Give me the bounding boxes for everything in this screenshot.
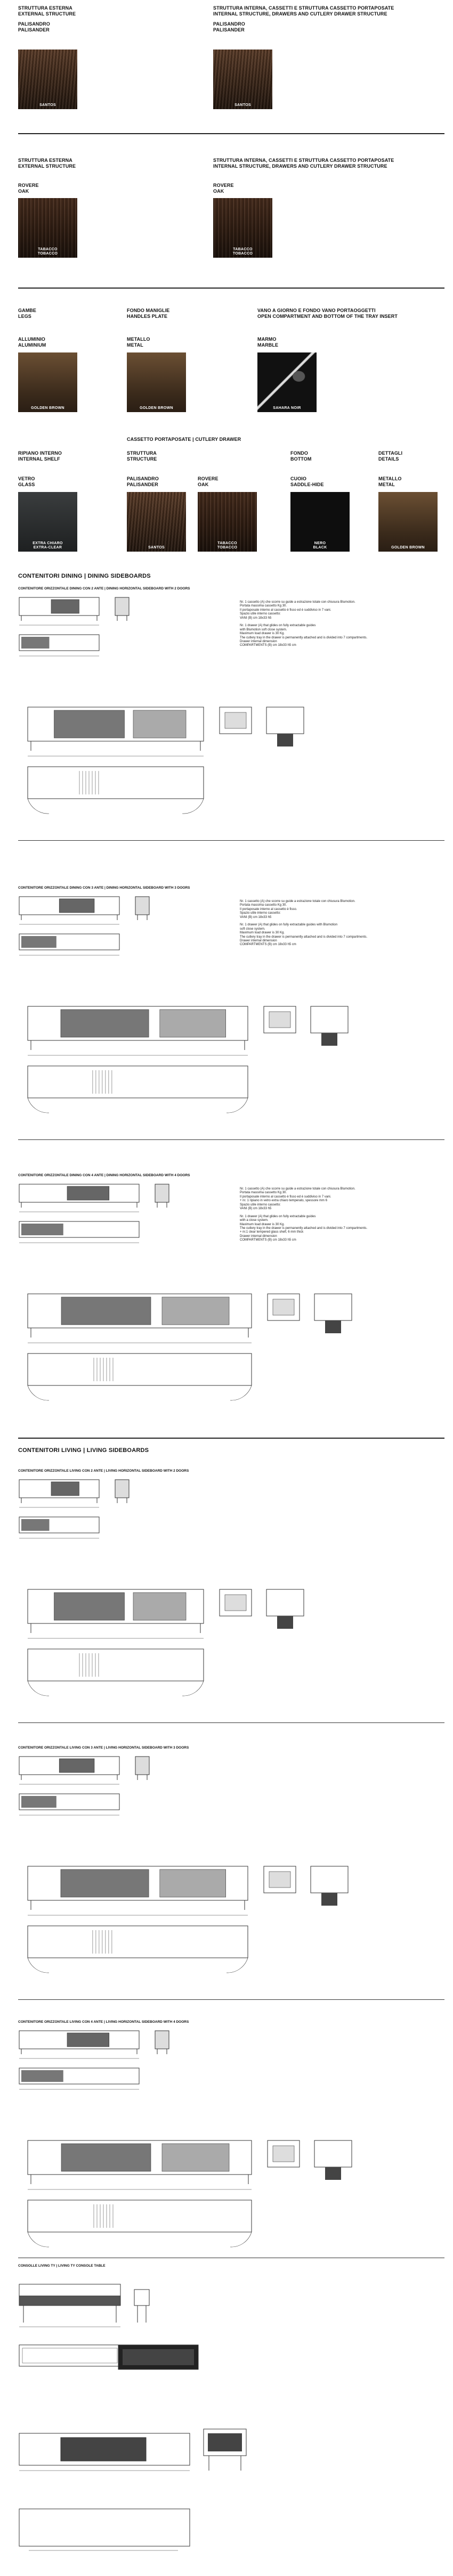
finish-title: FONDO BOTTOM bbox=[290, 450, 312, 462]
finish-title: STRUTTURA ESTERNA EXTERNAL STRUCTURE bbox=[18, 5, 76, 17]
console-drawing-top bbox=[117, 2343, 203, 2380]
cutlery-drawer-header: CASSETTO PORTAPOSATE | CUTLERY DRAWER bbox=[127, 437, 241, 442]
large-front-view bbox=[27, 1861, 252, 1919]
finish-option: ROVERE OAK bbox=[213, 183, 234, 194]
product-title: CONTENITORE ORIZZONTALE DINING CON 4 ANTE | DINING HORIZONTAL SIDEBOARD WITH 4 DOORS bbox=[18, 1174, 190, 1177]
finish-title: STRUTTURA INTERNA, CASSETTI E STRUTTURA CASSETTO PORTAPOSATE INTERNAL STRUCTURE, DRAWERS AND CUTLERY DRAWER STRUCTURE bbox=[213, 158, 394, 169]
console-drawing-side bbox=[133, 2290, 155, 2332]
swatch-black: NERO BLACK bbox=[290, 492, 350, 552]
front-view bbox=[18, 2030, 143, 2062]
detail-views bbox=[266, 2135, 362, 2194]
large-front-view bbox=[27, 1289, 256, 1347]
finish-option: PALISANDRO PALISANDER bbox=[127, 476, 159, 487]
section-title-dining: CONTENITORI DINING | DINING SIDEBOARDS bbox=[18, 573, 151, 579]
open-front-view bbox=[18, 933, 124, 959]
section-title-living: CONTENITORI LIVING | LIVING SIDEBOARDS bbox=[18, 1447, 149, 1454]
divider bbox=[18, 1999, 444, 2000]
swatch-santos: SANTOS bbox=[18, 50, 77, 109]
front-view bbox=[18, 896, 124, 928]
swatch-extra-clear: EXTRA CHIARO EXTRA-CLEAR bbox=[18, 492, 77, 552]
divider bbox=[18, 1139, 444, 1140]
finish-title: STRUTTURA ESTERNA EXTERNAL STRUCTURE bbox=[18, 158, 76, 169]
large-front-view bbox=[27, 2135, 256, 2194]
swatch-santos: SANTOS bbox=[213, 50, 272, 109]
finish-option: PALISANDRO PALISANDER bbox=[18, 21, 50, 32]
front-view bbox=[18, 1479, 103, 1511]
product-title: CONTENITORE ORIZZONTALE LIVING CON 3 ANTE | LIVING HORIZONTAL SIDEBOARD WITH 3 DOORS bbox=[18, 1746, 189, 1750]
open-front-view bbox=[18, 2067, 143, 2094]
finish-title: STRUTTURA STRUCTURE bbox=[127, 450, 157, 462]
large-front-view bbox=[27, 1584, 208, 1643]
swatch-sahara-noir: SAHARA NOIR bbox=[257, 352, 317, 412]
finish-title: VANO A GIORNO E FONDO VANO PORTAOGGETTI OPEN COMPARTMENT AND BOTTOM OF THE TRAY INSERT bbox=[257, 308, 398, 319]
finish-option: ROVERE OAK bbox=[198, 476, 219, 487]
plan-view bbox=[27, 1925, 252, 1973]
swatch-golden-brown: GOLDEN BROWN bbox=[378, 492, 438, 552]
detail-views bbox=[219, 1584, 314, 1643]
divider bbox=[18, 1722, 444, 1723]
side-view bbox=[154, 1183, 175, 1215]
finish-option: ROVERE OAK bbox=[18, 183, 39, 194]
swatch-golden-brown: GOLDEN BROWN bbox=[127, 352, 186, 412]
product-notes: Nr. 1 cassetto (A) che scorre su guide a estrazione totale con chiusura Blumotion. Portata massima cassetto Kg 30. Il portaposate interno al cassetto è fisso ed è suddiviso in 7 vani. + nr. 1 ripiano in vetro extra chiaro temperato, spessore mm 6 Spazio utile interno cassetto: VANI (B) cm 18x33 h5 Nr. 1 drawer (A) that glides on fully extractable guides with a close system. Maximum load drawer is 30 Kg. The cutlery tray in the drawer is permanently attached and is divided into 7 compartments. + nr.1 clear tempered glass shelf, 6 mm thick Drawer internal dimension COMPARTMENTS (B) cm 18x33 h5 cm bbox=[240, 1187, 368, 1242]
open-front-view bbox=[18, 1220, 143, 1247]
divider bbox=[18, 1438, 444, 1439]
divider bbox=[18, 840, 444, 841]
finish-option: ALLUMINIO ALUMINIUM bbox=[18, 337, 46, 348]
finish-title: DETTAGLI DETAILS bbox=[378, 450, 403, 462]
plan-view bbox=[27, 2199, 256, 2247]
product-title: CONTENITORE ORIZZONTALE DINING CON 3 ANTE | DINING HORIZONTAL SIDEBOARD WITH 3 DOORS bbox=[18, 886, 190, 890]
detail-views bbox=[263, 1861, 359, 1919]
swatch-tabacco: TABACCO TOBACCO bbox=[18, 198, 77, 258]
console-drawing-plan-bottom bbox=[18, 2508, 194, 2561]
swatch-golden-brown: GOLDEN BROWN bbox=[18, 352, 77, 412]
product-title: CONTENITORE ORIZZONTALE DINING CON 2 ANTE | DINING HORIZONTAL SIDEBOARD WITH 2 DOORS bbox=[18, 587, 190, 590]
product-title: CONTENITORE ORIZZONTALE LIVING CON 2 ANTE | LIVING HORIZONTAL SIDEBOARD WITH 2 DOORS bbox=[18, 1469, 189, 1473]
detail-views bbox=[266, 1289, 362, 1347]
finish-option: VETRO GLASS bbox=[18, 476, 35, 487]
front-view bbox=[18, 1183, 143, 1215]
large-front-view bbox=[27, 1001, 252, 1060]
plan-view bbox=[27, 1352, 256, 1400]
finish-option: METALLO METAL bbox=[378, 476, 402, 487]
side-view bbox=[114, 1479, 135, 1511]
finish-option: MARMO MARBLE bbox=[257, 337, 279, 348]
plan-view bbox=[27, 766, 208, 814]
side-view bbox=[134, 896, 156, 928]
swatch-tabacco: TABACCO TOBACCO bbox=[198, 492, 257, 552]
finish-title: FONDO MANIGLIE HANDLES PLATE bbox=[127, 308, 170, 319]
console-drawing-front bbox=[18, 2274, 125, 2332]
large-front-view bbox=[27, 702, 208, 760]
side-view bbox=[154, 2030, 175, 2062]
detail-views bbox=[263, 1001, 359, 1060]
swatch-santos: SANTOS bbox=[127, 492, 186, 552]
plan-view bbox=[27, 1065, 252, 1113]
console-drawing-plan bbox=[18, 2343, 125, 2380]
console-drawing-detail bbox=[203, 2428, 250, 2481]
open-front-view bbox=[18, 1793, 124, 1819]
console-title: CONSOLLE LIVING TY | LIVING TY CONSOLE TABLE bbox=[18, 2264, 106, 2268]
finish-title: STRUTTURA INTERNA, CASSETTI E STRUTTURA CASSETTO PORTAPOSATE INTERNAL STRUCTURE, DRAWERS AND CUTLERY DRAWER STRUCTURE bbox=[213, 5, 394, 17]
front-view bbox=[18, 1755, 124, 1787]
open-front-view bbox=[18, 634, 103, 660]
finish-title: RIPIANO INTERNO INTERNAL SHELF bbox=[18, 450, 62, 462]
front-view bbox=[18, 596, 103, 628]
divider bbox=[18, 133, 444, 134]
finish-option: CUOIO SADDLE-HIDE bbox=[290, 476, 324, 487]
finish-option: METALLO METAL bbox=[127, 337, 150, 348]
side-view bbox=[134, 1755, 156, 1787]
divider bbox=[18, 288, 444, 289]
side-view bbox=[114, 596, 135, 628]
product-title: CONTENITORE ORIZZONTALE LIVING CON 4 ANTE | LIVING HORIZONTAL SIDEBOARD WITH 4 DOORS bbox=[18, 2020, 189, 2024]
detail-views bbox=[219, 702, 314, 760]
finish-title: GAMBE LEGS bbox=[18, 308, 36, 319]
open-front-view bbox=[18, 1516, 103, 1543]
plan-view bbox=[27, 1648, 208, 1696]
product-notes: Nr. 1 cassetto (A) che scorre su guide a estrazione totale con chiusura Blumotion. Portata massima cassetto Kg 30. Il portaposate interno al cassetto è fisso ed è suddiviso in 7 vani. Spazio utile interno cassetto: VANI (B) cm 18x33 h5 Nr. 1 drawer (A) that glides on fully extractable guides with Blumotion soft close system. Maximum load drawer is 30 Kg. The cutlery tray in the drawer is permanently attached and is divided into 7 compartments. Drawer internal dimension COMPARTMENTS (B) cm 18x33 h5 cm bbox=[240, 601, 368, 647]
finish-option: PALISANDRO PALISANDER bbox=[213, 21, 245, 32]
product-notes: Nr. 1 cassetto (A) che scorre su guide a estrazione totale con chiusura Blumotion. Portata massima cassetto Kg 30. Il portaposate interno al cassetto è fisso. Spazio utile interno cassetto: VANI (B) cm 18x33 h5 Nr. 1 drawer (A) that glides on fully extractable guides with Blumotion soft close system. Maximum load drawer is 30 Kg. The cutlery tray in the drawer is permanently attached and is divided into 7 compartments. Drawer internal dimension COMPARTMENTS (B) cm 18x33 h5 cm bbox=[240, 900, 368, 947]
swatch-tabacco: TABACCO TOBACCO bbox=[213, 198, 272, 258]
console-drawing-open bbox=[18, 2428, 194, 2487]
